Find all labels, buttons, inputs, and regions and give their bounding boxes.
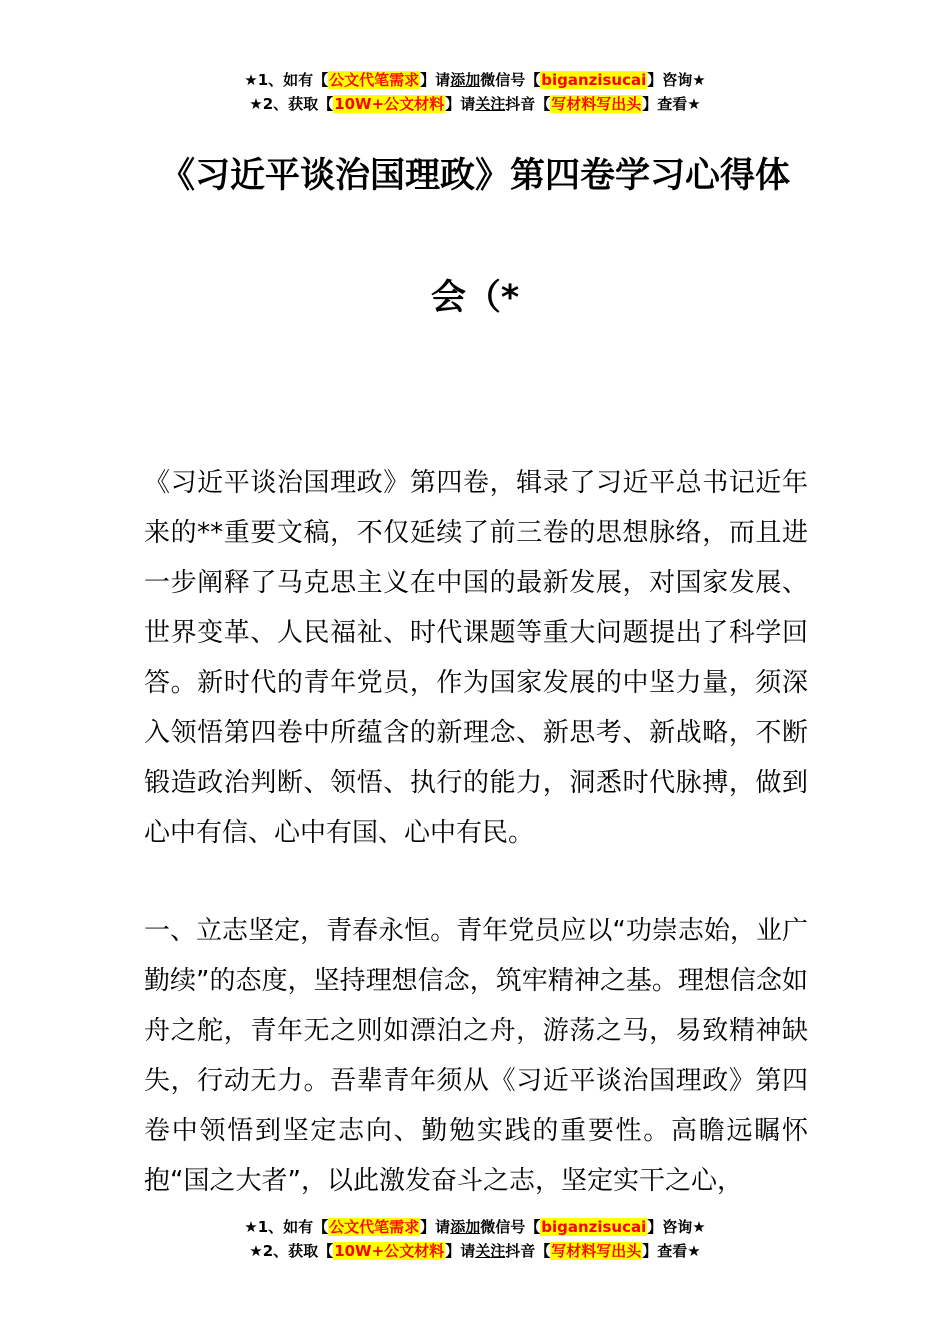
highlight-materials: 10W+公文材料 bbox=[334, 1242, 445, 1260]
document-title-line-1: 《习近平谈治国理政》第四卷学习心得体 bbox=[159, 156, 790, 196]
banner-line-1: ★1、如有【公文代笔需求】请添加微信号【biganzisucai】咨询★ bbox=[244, 71, 706, 89]
highlight-materials: 10W+公文材料 bbox=[334, 95, 445, 113]
highlight-wechat-id: biganzisucai bbox=[541, 1218, 647, 1236]
highlight-service: 公文代笔需求 bbox=[329, 1218, 420, 1236]
highlight-service: 公文代笔需求 bbox=[329, 71, 420, 89]
paragraph-section-1: 一、立志坚定，青春永恒。青年党员应以“功崇志始，业广勤续”的态度，坚持理想信念，筑牢精神之基。理想信念如舟之舵，青年无之则如漂泊之舟，游荡之马，易致精神缺失，行动无力。吾辈青年须从《习近平谈治国理政》第四卷中领悟到坚定志向、勤勉实践的重要性。高瞻远瞩怀抱“国之大者”，以此激发奋斗之志，坚定实干之心， bbox=[144, 916, 808, 1196]
highlight-douyin: 写材料写出头 bbox=[551, 95, 642, 113]
highlight-douyin: 写材料写出头 bbox=[551, 1242, 642, 1260]
highlight-wechat-id: biganzisucai bbox=[541, 71, 647, 89]
banner-line-2: ★2、获取【10W+公文材料】请关注抖音【写材料写出头】查看★ bbox=[249, 1242, 701, 1260]
banner-line-1: ★1、如有【公文代笔需求】请添加微信号【biganzisucai】咨询★ bbox=[244, 1218, 706, 1236]
footer-banner bbox=[0, 1215, 950, 1263]
paragraph-intro: 《习近平谈治国理政》第四卷，辑录了习近平总书记近年来的**重要文稿，不仅延续了前三卷的思想脉络，而且进一步阐释了马克思主义在中国的最新发展，对国家发展、世界变革、人民福祉、时代课题等重大问题提出了科学回答。新时代的青年党员，作为国家发展的中坚力量，须深入领悟第四卷中所蕴含的新理念、新思考、新战略，不断锻造政治判断、领悟、执行的能力，洞悉时代脉搏，做到心中有信、心中有国、心中有民。 bbox=[144, 468, 808, 848]
header-banner bbox=[0, 68, 950, 116]
banner-line-2: ★2、获取【10W+公文材料】请关注抖音【写材料写出头】查看★ bbox=[249, 95, 701, 113]
document-title-line-2: 会（* bbox=[430, 278, 520, 318]
